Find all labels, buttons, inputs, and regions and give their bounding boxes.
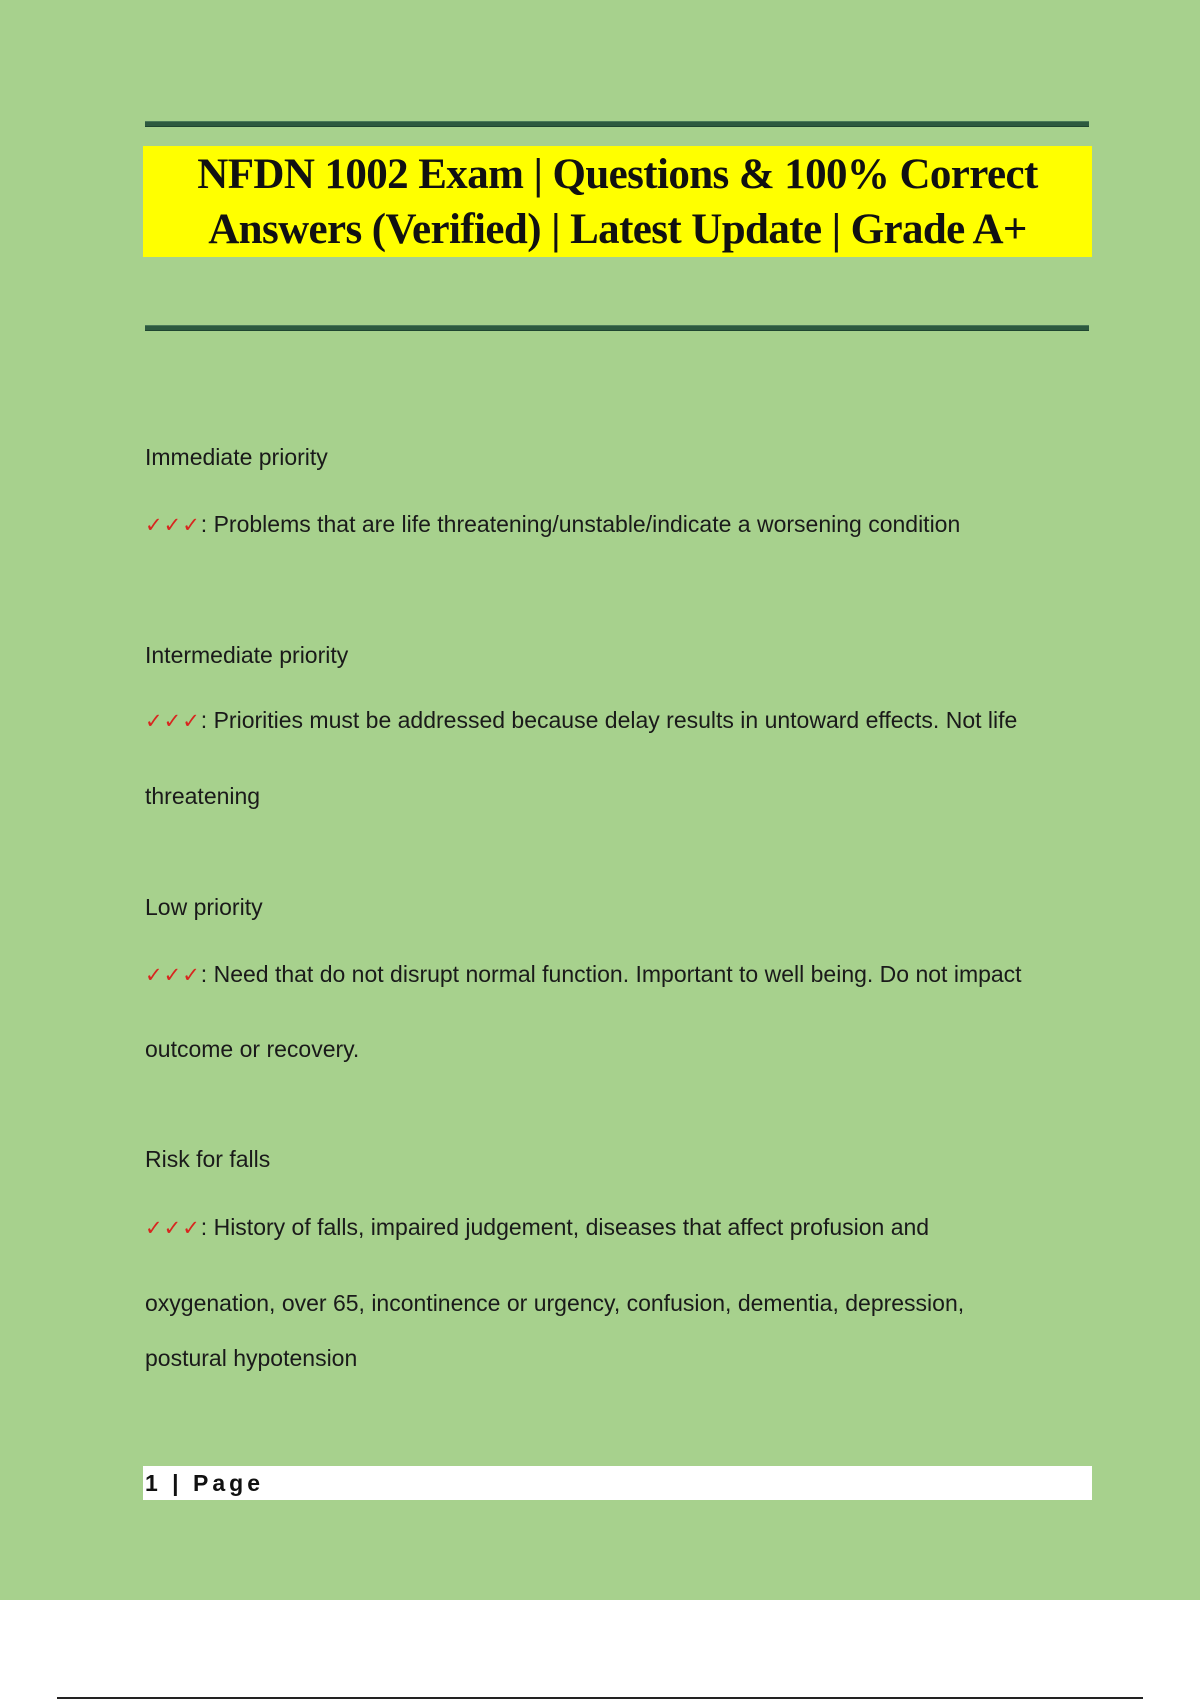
question-4: Risk for falls	[145, 1146, 271, 1172]
answer-line: postural hypotension	[145, 1345, 358, 1371]
answer-line: ✓✓✓: Problems that are life threatening/unstable/indicate a worsening condition	[145, 511, 961, 537]
page-footer	[143, 1466, 1092, 1500]
answer-3	[145, 960, 1095, 1063]
answer-2	[145, 706, 1095, 810]
bottom-rule	[145, 325, 1089, 331]
answer-4	[145, 1213, 1095, 1372]
next-page-rule	[57, 1697, 1143, 1699]
question-3: Low priority	[145, 894, 263, 920]
check-marks-icon: ✓✓✓	[145, 1216, 201, 1240]
document-title: NFDN 1002 Exam | Questions & 100% Correct Answers (Verified) | Latest Update | Grade A+	[197, 150, 1038, 253]
question-2: Intermediate priority	[145, 642, 349, 668]
answer-line: outcome or recovery.	[145, 1036, 360, 1062]
answer-line: ✓✓✓: Priorities must be addressed because delay results in untoward effects. Not life	[145, 707, 1018, 733]
answer-line: ✓✓✓: Need that do not disrupt normal function. Important to well being. Do not impact	[145, 961, 1022, 987]
page-number: 1 | Page	[145, 1469, 264, 1496]
answer-1	[145, 510, 1095, 539]
question-1: Immediate priority	[145, 444, 328, 470]
check-marks-icon: ✓✓✓	[145, 513, 201, 537]
check-marks-icon: ✓✓✓	[145, 709, 201, 733]
check-marks-icon: ✓✓✓	[145, 963, 201, 987]
title-highlight-box	[143, 146, 1092, 257]
answer-line: ✓✓✓: History of falls, impaired judgement, diseases that affect profusion and	[145, 1214, 930, 1240]
top-rule	[145, 121, 1089, 127]
answer-line: threatening	[145, 783, 261, 809]
answer-line: oxygenation, over 65, incontinence or urgency, confusion, dementia, depression,	[145, 1290, 965, 1316]
